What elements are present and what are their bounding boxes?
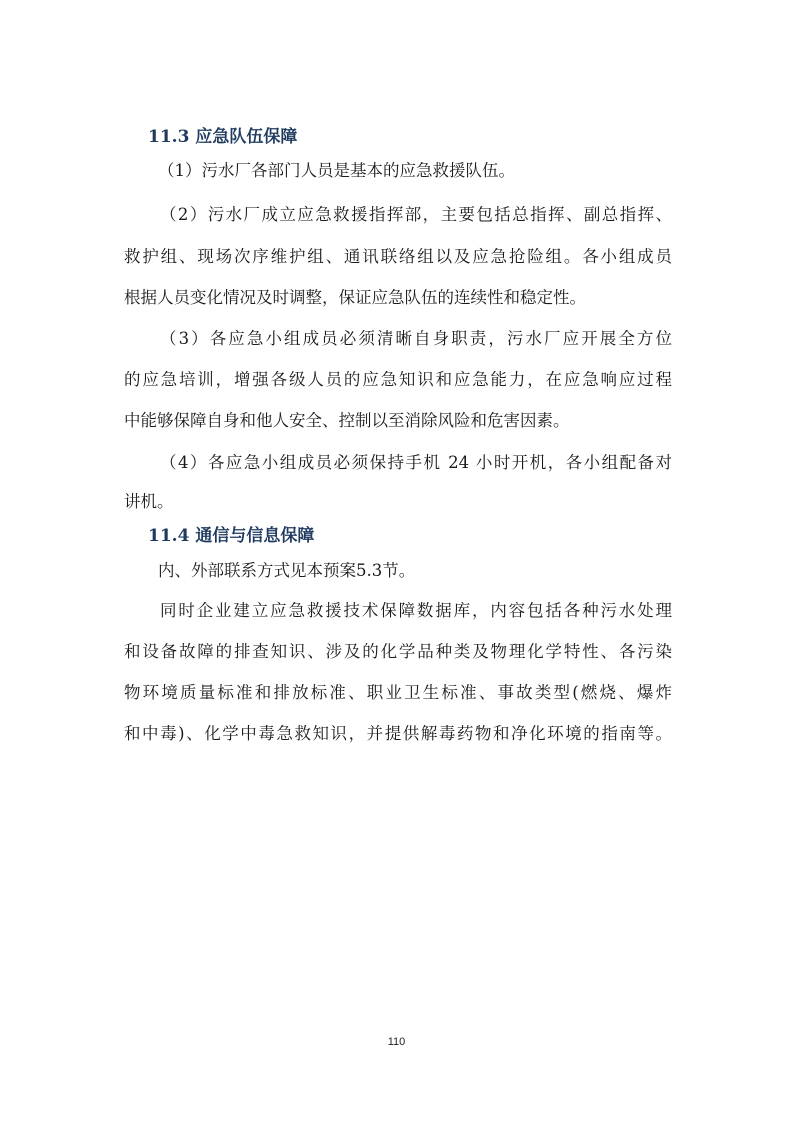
paragraph-line: 物环境质量标准和排放标准、职业卫生标准、事故类型(燃烧、爆炸 — [124, 683, 672, 702]
paragraph-line: （3）各应急小组成员必须清晰自身职责，污水厂应开展全方位 — [160, 329, 672, 348]
paragraph-line: 同时企业建立应急救援技术保障数据库，内容包括各种污水处理 — [160, 601, 672, 620]
paragraph-line: （2）污水厂成立应急救援指挥部，主要包括总指挥、副总指挥、 — [160, 205, 672, 224]
paragraph-line: 讲机。 — [124, 492, 174, 511]
page-number: 110 — [387, 1036, 406, 1048]
paragraph-line: 内、外部联系方式见本预案5.3节。 — [158, 561, 416, 580]
paragraph-line: 根据人员变化情况及时调整，保证应急队伍的连续性和稳定性。 — [124, 288, 586, 307]
paragraph-line: 的应急培训，增强各级人员的应急知识和应急能力，在应急响应过程 — [124, 370, 672, 389]
paragraph-line: 和中毒)、化学中毒急救知识，并提供解毒药物和净化环境的指南等。 — [124, 724, 672, 743]
paragraph-line: 救护组、现场次序维护组、通讯联络组以及应急抢险组。各小组成员 — [124, 247, 672, 266]
section-heading-11-3: 11.3 应急队伍保障 — [148, 127, 298, 147]
section-heading-11-4: 11.4 通信与信息保障 — [148, 526, 315, 546]
paragraph-line: （1）污水厂各部门人员是基本的应急救援队伍。 — [158, 161, 515, 180]
paragraph-line: （4）各应急小组成员必须保持手机 24 小时开机，各小组配备对 — [160, 453, 672, 472]
paragraph-line: 和设备故障的排查知识、涉及的化学品种类及物理化学特性、各污染 — [124, 642, 672, 661]
paragraph-line: 中能够保障自身和他人安全、控制以至消除风险和危害因素。 — [124, 411, 570, 430]
